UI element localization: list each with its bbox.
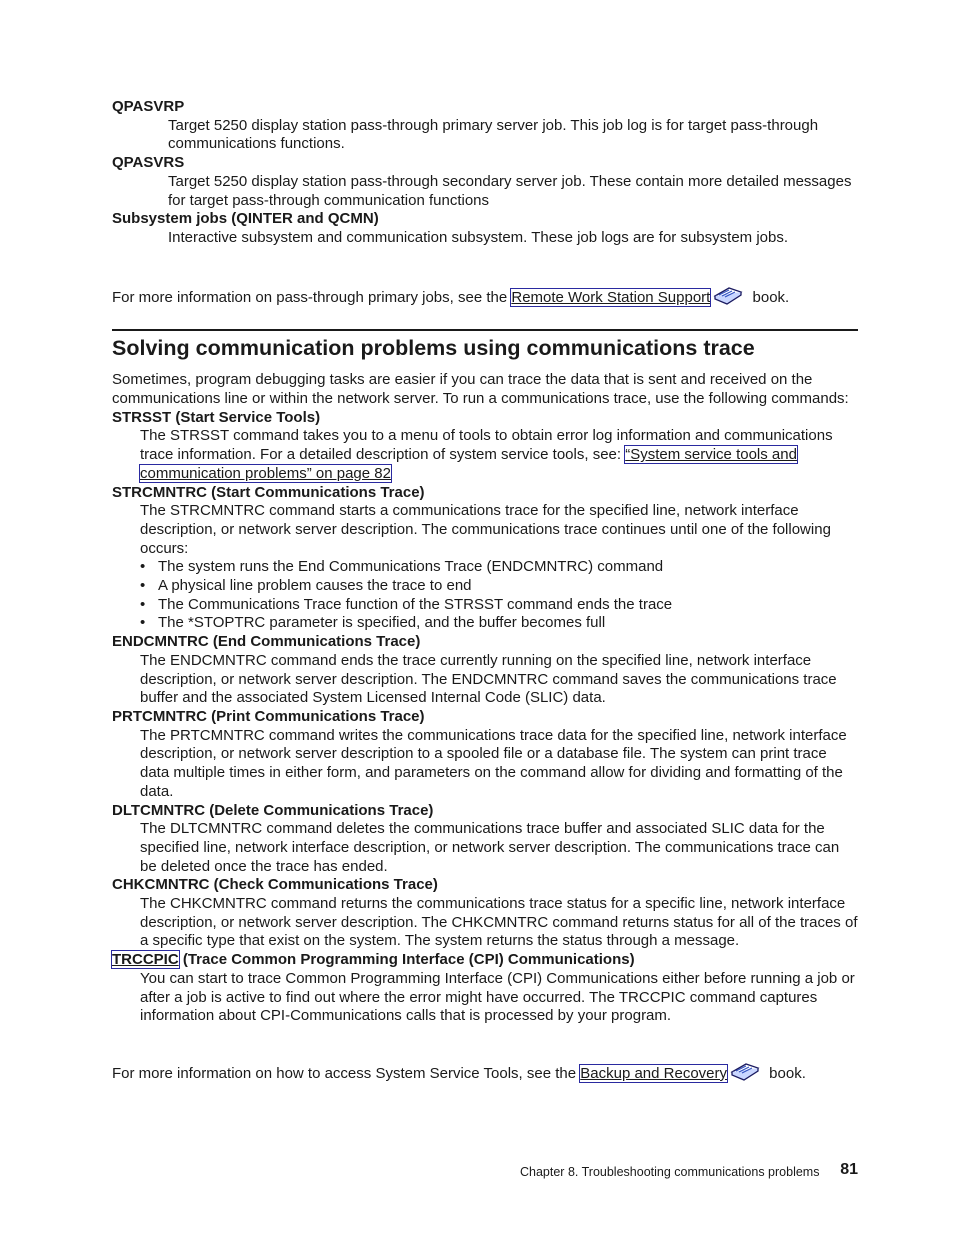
page-number: 81 [840,1161,858,1178]
system-service-tools-link[interactable]: “System service tools and communication problems” on page 82 [140,446,797,482]
trace-end-conditions [112,558,858,633]
list-item: • The system runs the End Communications Trace (ENDCMNTRC) command [140,558,858,577]
more-info-prefix: For more information on how to access System Service Tools, see the [112,1064,581,1082]
backup-and-recovery-link[interactable]: Backup and Recovery [580,1064,728,1082]
command-term [112,951,858,970]
intro-paragraph: Sometimes, program debugging tasks are easier if you can trace the data that is sent and received on the communications line or within the network server. To run a communications trace, use the following commands: [112,371,849,408]
job-term: QPASVRP [112,98,185,115]
section-title: Solving communication problems using communications trace [112,329,858,361]
more-info-suffix: book. [748,288,790,306]
command-description: The STRCMNTRC command starts a communications trace for the specified line, network interface description, or network server description. The communications trace continues until one of the following occurs: [140,502,831,557]
list-item: • A physical line problem causes the trace to end [140,577,858,596]
job-description: Interactive subsystem and communication subsystem. These job logs are for subsystem jobs. [168,228,789,246]
command-description: The CHKCMNTRC command returns the communications trace status for a specific line, network interface description, or network server description. The CHKCMNTRC command returns status for all of the traces of a specific type that exist on the system. The system returns the status through a message. [140,895,858,950]
page-footer [520,1163,858,1182]
command-term: CHKCMNTRC (Check Communications Trace) [112,876,438,894]
list-item: • The Communications Trace function of the STRSST command ends the trace [140,596,858,615]
command-description-text: The STRSST command takes you to a menu of tools to obtain error log information and communications trace information. For a detailed description of system service tools, see: [140,427,833,464]
command-term-text: (Trace Common Programming Interface (CPI) Communications) [178,951,635,969]
command-list [112,409,858,1026]
trccpic-link[interactable]: TRCCPIC [112,951,179,969]
more-info-prefix: For more information on pass-through primary jobs, see the [112,288,512,306]
command-term: STRSST (Start Service Tools) [112,408,321,426]
book-icon [712,284,744,306]
job-list [112,98,858,248]
chapter-title: Chapter 8. Troubleshooting communications problems [520,1165,820,1179]
command-term: PRTCMNTRC (Print Communications Trace) [112,707,425,725]
command-description: The PRTCMNTRC command writes the communications trace data for the specified line, network interface description, or network server description to a spooled file or a database file. The system can print trace data multiple times in either form, and parameters on the command allow for dividing and formatting of the data. [140,726,847,800]
job-description: Target 5250 display station pass-through primary server job. This job log is for target pass-through communications functions. [168,116,819,153]
more-info-sst [112,1060,858,1084]
book-icon [729,1060,761,1082]
command-description [140,427,858,483]
command-term: STRCMNTRC (Start Communications Trace) [112,483,425,501]
job-term: QPASVRS [112,154,185,172]
more-info-suffix: book. [765,1064,806,1082]
job-description: Target 5250 display station pass-through secondary server job. These contain more detailed messages for target pass-through communication functions [168,172,852,209]
job-term: Subsystem jobs (QINTER and QCMN) [112,210,379,228]
command-description: You can start to trace Common Programming Interface (CPI) Communications either before running a job or after a job is active to find out where the error might have occurred. The TRCCPIC command captures information about CPI-Communications calls that is processed by your program. [140,969,855,1025]
command-term: DLTCMNTRC (Delete Communications Trace) [112,801,434,819]
command-term: ENDCMNTRC (End Communications Trace) [112,633,421,651]
list-item: • The *STOPTRC parameter is specified, and the buffer becomes full [140,614,858,633]
command-description: The DLTCMNTRC command deletes the communications trace buffer and associated SLIC data for the specified line, network interface description, or network server description. The communications trace can be deleted once the trace has ended. [140,820,840,875]
remote-work-station-support-link[interactable]: Remote Work Station Support [511,288,711,306]
page-content [112,98,858,1084]
more-info-passthrough [112,284,858,308]
command-description: The ENDCMNTRC command ends the trace currently running on the specified line, network interface description, or network server description. The ENDCMNTRC command saves the communications trace buffer and the associated System Licensed Internal Code (SLIC) data. [140,651,837,707]
